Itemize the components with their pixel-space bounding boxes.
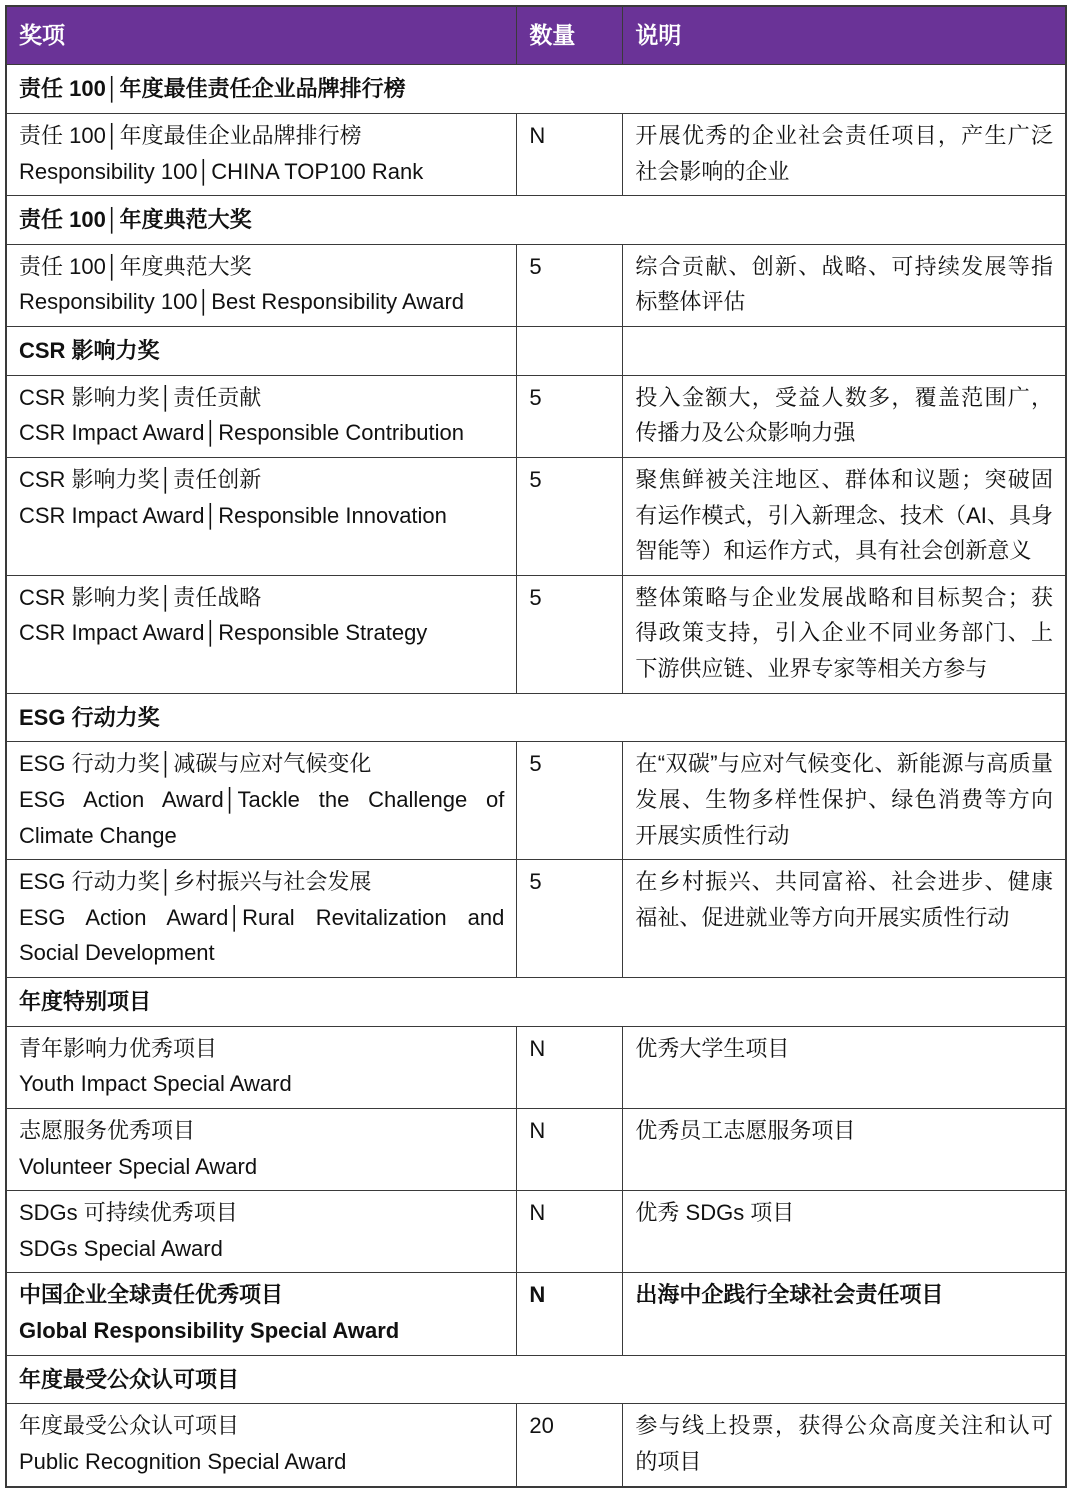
section-title: CSR 影响力奖 <box>6 327 517 376</box>
award-cell <box>6 113 517 195</box>
award-cell <box>6 1273 517 1355</box>
award-cell <box>6 860 517 978</box>
table-body <box>6 65 1066 1487</box>
header-cell-count: 数量 <box>517 6 623 65</box>
count-cell: 5 <box>517 575 623 693</box>
section-title: 年度特别项目 <box>6 978 1066 1027</box>
count-cell: N <box>517 1191 623 1273</box>
award-name-zh: 责任 100│年度典范大奖 <box>19 253 252 279</box>
award-name-en: SDGs Special Award <box>19 1235 223 1261</box>
award-name-en: Global Responsibility Special Award <box>19 1318 400 1343</box>
award-cell <box>6 575 517 693</box>
desc-cell: 优秀员工志愿服务项目 <box>623 1108 1066 1190</box>
award-name-zh: CSR 影响力奖│责任战略 <box>19 584 262 610</box>
award-cell <box>6 1108 517 1190</box>
desc-cell: 优秀 SDGs 项目 <box>623 1191 1066 1273</box>
section-title: 年度最受公众认可项目 <box>6 1355 1066 1404</box>
section-title: 责任 100│年度典范大奖 <box>6 196 1066 245</box>
award-name-zh: 中国企业全球责任优秀项目 <box>19 1282 284 1308</box>
award-name-en: Youth Impact Special Award <box>19 1071 292 1097</box>
award-cell <box>6 1026 517 1108</box>
award-name-en: Volunteer Special Award <box>19 1153 258 1179</box>
header-cell-award: 奖项 <box>6 6 517 65</box>
award-name-zh: CSR 影响力奖│责任创新 <box>19 466 262 492</box>
count-cell: 5 <box>517 375 623 457</box>
award-row <box>6 575 1066 693</box>
section-empty-desc-cell <box>623 327 1066 376</box>
desc-cell: 整体策略与企业发展战略和目标契合；获得政策支持，引入企业不同业务部门、上下游供应链、业界专家等相关方参与 <box>623 575 1066 693</box>
desc-cell: 在“双碳”与应对气候变化、新能源与高质量发展、生物多样性保护、绿色消费等方向开展实质性行动 <box>623 742 1066 860</box>
section-row <box>6 196 1066 245</box>
award-name-zh: ESG 行动力奖│乡村振兴与社会发展 <box>19 869 372 895</box>
desc-cell: 优秀大学生项目 <box>623 1026 1066 1108</box>
award-row <box>6 1404 1066 1487</box>
award-name-en: ESG Action Award│Rural Revitalization and Social Development <box>19 904 505 966</box>
award-cell <box>6 457 517 575</box>
award-name-en: Public Recognition Special Award <box>19 1448 347 1474</box>
award-name-zh: CSR 影响力奖│责任贡献 <box>19 384 262 410</box>
awards-table <box>5 5 1067 1488</box>
header-row <box>6 6 1066 65</box>
section-row <box>6 65 1066 114</box>
award-row <box>6 457 1066 575</box>
section-row <box>6 1355 1066 1404</box>
desc-cell: 投入金额大，受益人数多，覆盖范围广，传播力及公众影响力强 <box>623 375 1066 457</box>
count-cell: N <box>517 1273 623 1355</box>
award-name-en: CSR Impact Award│Responsible Contribution <box>19 420 465 446</box>
award-name-zh: 责任 100│年度最佳企业品牌排行榜 <box>19 122 362 148</box>
table-header <box>6 6 1066 65</box>
award-row <box>6 1191 1066 1273</box>
count-cell: N <box>517 113 623 195</box>
award-row <box>6 244 1066 326</box>
award-row <box>6 375 1066 457</box>
count-cell: 5 <box>517 860 623 978</box>
award-row <box>6 113 1066 195</box>
count-cell: 5 <box>517 244 623 326</box>
count-cell: 5 <box>517 457 623 575</box>
award-name-zh: 年度最受公众认可项目 <box>19 1413 240 1439</box>
section-row <box>6 327 1066 376</box>
section-title: ESG 行动力奖 <box>6 693 1066 742</box>
award-row <box>6 1108 1066 1190</box>
count-cell: 20 <box>517 1404 623 1487</box>
count-cell: N <box>517 1108 623 1190</box>
desc-cell: 出海中企践行全球社会责任项目 <box>623 1273 1066 1355</box>
award-name-en: CSR Impact Award│Responsible Innovation <box>19 502 447 528</box>
award-cell <box>6 244 517 326</box>
award-cell <box>6 375 517 457</box>
desc-cell: 在乡村振兴、共同富裕、社会进步、健康福祉、促进就业等方向开展实质性行动 <box>623 860 1066 978</box>
award-row <box>6 1026 1066 1108</box>
award-name-en: Responsibility 100│Best Responsibility Award <box>19 289 465 315</box>
count-cell: N <box>517 1026 623 1108</box>
section-title: 责任 100│年度最佳责任企业品牌排行榜 <box>6 65 1066 114</box>
award-cell <box>6 742 517 860</box>
award-row <box>6 1273 1066 1355</box>
header-cell-desc: 说明 <box>623 6 1066 65</box>
award-name-zh: 志愿服务优秀项目 <box>19 1117 196 1143</box>
count-cell: 5 <box>517 742 623 860</box>
award-cell <box>6 1404 517 1487</box>
desc-cell: 综合贡献、创新、战略、可持续发展等指标整体评估 <box>623 244 1066 326</box>
award-name-en: Responsibility 100│CHINA TOP100 Rank <box>19 158 424 184</box>
section-row <box>6 978 1066 1027</box>
desc-cell: 参与线上投票，获得公众高度关注和认可的项目 <box>623 1404 1066 1487</box>
award-cell <box>6 1191 517 1273</box>
award-row <box>6 860 1066 978</box>
award-name-en: CSR Impact Award│Responsible Strategy <box>19 620 428 646</box>
award-name-zh: SDGs 可持续优秀项目 <box>19 1200 238 1226</box>
award-name-en: ESG Action Award│Tackle the Challenge of Climate Change <box>19 786 505 848</box>
award-name-zh: 青年影响力优秀项目 <box>19 1035 218 1061</box>
desc-cell: 聚焦鲜被关注地区、群体和议题；突破固有运作模式，引入新理念、技术（AI、具身智能等）和运作方式，具有社会创新意义 <box>623 457 1066 575</box>
award-name-zh: ESG 行动力奖│减碳与应对气候变化 <box>19 751 372 777</box>
section-row <box>6 693 1066 742</box>
award-row <box>6 742 1066 860</box>
section-empty-count-cell <box>517 327 623 376</box>
desc-cell: 开展优秀的企业社会责任项目，产生广泛社会影响的企业 <box>623 113 1066 195</box>
